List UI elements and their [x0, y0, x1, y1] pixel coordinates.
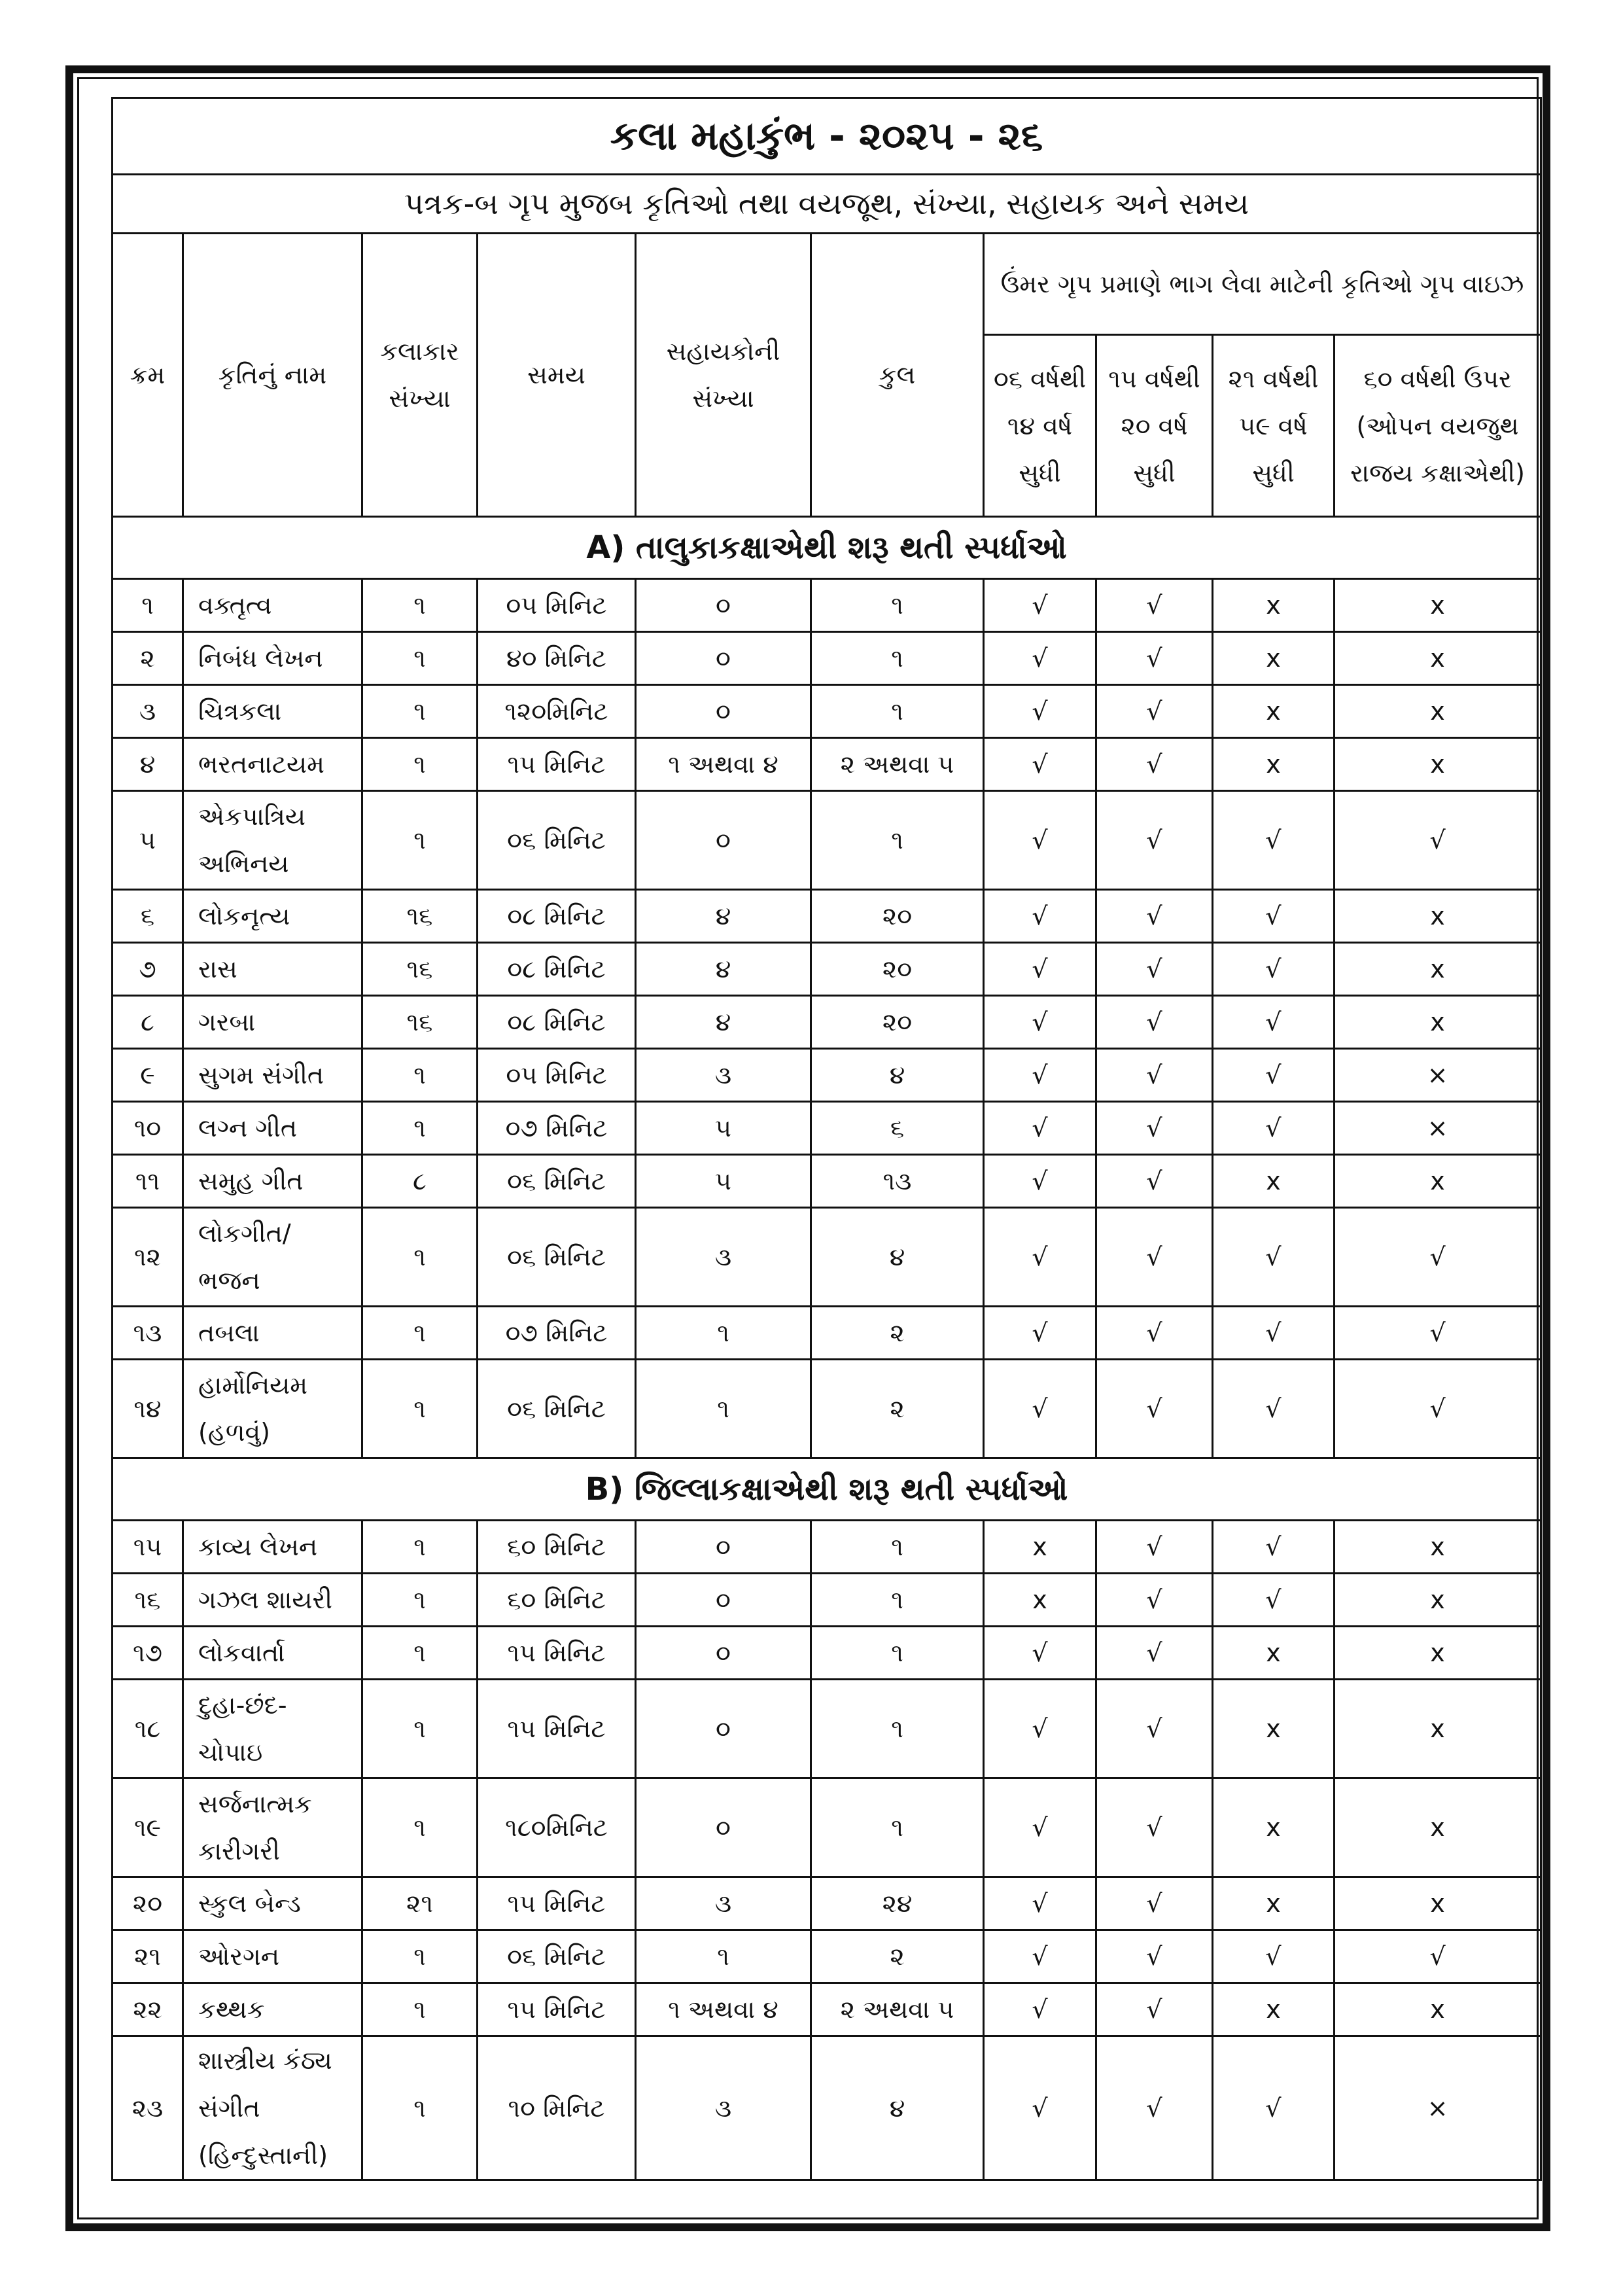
header-total: કુલ: [811, 234, 984, 517]
row-serial: ૧૮: [113, 1680, 183, 1778]
header-age-6-14: ૦૬ વર્ષથી ૧૪ વર્ષ સુધી: [984, 335, 1096, 517]
row-time: ૦૬ મિનિટ: [478, 1208, 636, 1307]
row-age-21-59: x: [1213, 1983, 1335, 2036]
row-age-21-59: x: [1213, 1155, 1335, 1208]
row-name: લગ્ન ગીત: [183, 1102, 362, 1155]
row-age-15-20: √: [1096, 1521, 1213, 1574]
row-artists: ૧: [362, 1307, 478, 1360]
table-row: [113, 1983, 1541, 2036]
row-age-15-20: √: [1096, 738, 1213, 791]
row-serial: ૧૨: [113, 1208, 183, 1307]
row-age-6-14: √: [984, 1680, 1096, 1778]
row-total: ૧: [811, 1778, 984, 1877]
row-helpers: ૩: [636, 1049, 811, 1102]
row-age-6-14: x: [984, 1521, 1096, 1574]
row-age-15-20: √: [1096, 1155, 1213, 1208]
row-total: ૨૦: [811, 943, 984, 996]
row-helpers: ૩: [636, 1877, 811, 1930]
row-helpers: ૫: [636, 1155, 811, 1208]
table-row: [113, 791, 1541, 890]
row-helpers: ૧: [636, 1360, 811, 1458]
row-total: ૪: [811, 1208, 984, 1307]
table-row: [113, 1307, 1541, 1360]
row-total: ૪: [811, 1049, 984, 1102]
row-total: ૪: [811, 2036, 984, 2180]
table-row: [113, 579, 1541, 632]
row-time: ૧૨૦મિનિટ: [478, 685, 636, 738]
row-serial: ૧૫: [113, 1521, 183, 1574]
table-row: [113, 738, 1541, 791]
row-serial: ૨૦: [113, 1877, 183, 1930]
row-age-60-plus: x: [1335, 943, 1541, 996]
row-age-21-59: √: [1213, 1307, 1335, 1360]
row-serial: ૧૬: [113, 1574, 183, 1627]
row-total: ૨૦: [811, 890, 984, 943]
row-time: ૦૬ મિનિટ: [478, 1360, 636, 1458]
row-artists: ૧: [362, 1930, 478, 1983]
row-age-60-plus: x: [1335, 1574, 1541, 1627]
row-age-6-14: √: [984, 579, 1096, 632]
row-helpers: ૪: [636, 943, 811, 996]
row-helpers: ૦: [636, 1574, 811, 1627]
header-age-21-59: ૨૧ વર્ષથી ૫૯ વર્ષ સુધી: [1213, 335, 1335, 517]
row-artists: ૧: [362, 1983, 478, 2036]
row-age-21-59: √: [1213, 1208, 1335, 1307]
row-serial: ૪: [113, 738, 183, 791]
row-age-6-14: x: [984, 1574, 1096, 1627]
table-row: [113, 685, 1541, 738]
row-total: ૨ અથવા ૫: [811, 738, 984, 791]
table-row: [113, 943, 1541, 996]
row-artists: ૧: [362, 1360, 478, 1458]
row-serial: ૧૩: [113, 1307, 183, 1360]
row-time: ૦૮ મિનિટ: [478, 890, 636, 943]
row-time: ૦૬ મિનિટ: [478, 791, 636, 890]
row-age-6-14: √: [984, 2036, 1096, 2180]
row-age-15-20: √: [1096, 2036, 1213, 2180]
row-age-21-59: x: [1213, 579, 1335, 632]
row-serial: ૧૭: [113, 1627, 183, 1680]
row-serial: ૨૧: [113, 1930, 183, 1983]
row-name: ગરબા: [183, 996, 362, 1049]
row-age-21-59: √: [1213, 890, 1335, 943]
row-age-6-14: √: [984, 1102, 1096, 1155]
row-artists: ૧: [362, 791, 478, 890]
table-row: [113, 1574, 1541, 1627]
row-age-15-20: √: [1096, 943, 1213, 996]
row-time: ૧૫ મિનિટ: [478, 1680, 636, 1778]
row-total: ૨ અથવા ૫: [811, 1983, 984, 2036]
table-row: [113, 2036, 1541, 2180]
row-total: ૨: [811, 1930, 984, 1983]
row-age-6-14: √: [984, 1155, 1096, 1208]
row-age-15-20: √: [1096, 1102, 1213, 1155]
row-total: ૨: [811, 1360, 984, 1458]
row-serial: ૫: [113, 791, 183, 890]
row-total: ૧: [811, 1574, 984, 1627]
row-total: ૧૩: [811, 1155, 984, 1208]
row-total: ૧: [811, 1521, 984, 1574]
row-age-6-14: √: [984, 943, 1096, 996]
row-age-60-plus: √: [1335, 1930, 1541, 1983]
row-age-21-59: √: [1213, 1930, 1335, 1983]
row-artists: ૧: [362, 579, 478, 632]
header-age-60-plus: ૬૦ વર્ષથી ઉપર (ઓપન વયજુથ રાજય કક્ષાએથી): [1335, 335, 1541, 517]
row-age-15-20: √: [1096, 1360, 1213, 1458]
header-name: કૃતિનું નામ: [183, 234, 362, 517]
row-helpers: ૦: [636, 1521, 811, 1574]
row-helpers: ૧ અથવા ૪: [636, 1983, 811, 2036]
row-time: ૦૮ મિનિટ: [478, 943, 636, 996]
row-helpers: ૧: [636, 1930, 811, 1983]
row-total: ૧: [811, 579, 984, 632]
row-age-60-plus: x: [1335, 1877, 1541, 1930]
row-age-60-plus: x: [1335, 996, 1541, 1049]
row-time: ૬૦ મિનિટ: [478, 1574, 636, 1627]
row-age-15-20: √: [1096, 685, 1213, 738]
row-helpers: ૧ અથવા ૪: [636, 738, 811, 791]
table-row: [113, 890, 1541, 943]
row-age-21-59: √: [1213, 1521, 1335, 1574]
row-age-15-20: √: [1096, 1574, 1213, 1627]
row-total: ૧: [811, 632, 984, 685]
row-name: ગઝલ શાયરી: [183, 1574, 362, 1627]
row-age-60-plus: x: [1335, 1521, 1541, 1574]
table-row: [113, 1930, 1541, 1983]
row-name: સુગમ સંગીત: [183, 1049, 362, 1102]
row-artists: ૧: [362, 1102, 478, 1155]
row-serial: ૧૯: [113, 1778, 183, 1877]
page-title: કલા મહાકુંભ - ૨૦૨૫ - ૨૬: [113, 98, 1541, 175]
table-row: [113, 1360, 1541, 1458]
row-artists: ૮: [362, 1155, 478, 1208]
row-age-6-14: √: [984, 1208, 1096, 1307]
header-helpers: સહાયકોની સંખ્યા: [636, 234, 811, 517]
header-row-1: [113, 234, 1541, 335]
row-age-15-20: √: [1096, 1983, 1213, 2036]
row-time: ૧૮૦મિનિટ: [478, 1778, 636, 1877]
table-row: [113, 1155, 1541, 1208]
row-time: ૦૫ મિનિટ: [478, 579, 636, 632]
table-row: [113, 1680, 1541, 1778]
row-age-21-59: √: [1213, 1102, 1335, 1155]
row-name: તબલા: [183, 1307, 362, 1360]
row-artists: ૧૬: [362, 943, 478, 996]
row-name: લોકગીત/ ભજન: [183, 1208, 362, 1307]
row-age-15-20: √: [1096, 1680, 1213, 1778]
row-age-21-59: x: [1213, 632, 1335, 685]
row-time: ૧૫ મિનિટ: [478, 1877, 636, 1930]
row-serial: ૭: [113, 943, 183, 996]
row-age-60-plus: x: [1335, 1627, 1541, 1680]
table-row: [113, 996, 1541, 1049]
row-age-6-14: √: [984, 738, 1096, 791]
row-age-21-59: x: [1213, 1680, 1335, 1778]
row-age-15-20: √: [1096, 579, 1213, 632]
row-time: ૦૮ મિનિટ: [478, 996, 636, 1049]
row-artists: ૧: [362, 2036, 478, 2180]
row-total: ૨: [811, 1307, 984, 1360]
row-name: વક્તૃત્વ: [183, 579, 362, 632]
row-serial: ૨: [113, 632, 183, 685]
table-body: [113, 98, 1541, 2180]
row-helpers: ૦: [636, 685, 811, 738]
row-time: ૧૫ મિનિટ: [478, 1983, 636, 2036]
row-total: ૧: [811, 791, 984, 890]
row-age-6-14: √: [984, 1049, 1096, 1102]
row-age-60-plus: x: [1335, 1778, 1541, 1877]
row-name: ઓરગન: [183, 1930, 362, 1983]
table-row: [113, 1521, 1541, 1574]
row-time: ૪૦ મિનિટ: [478, 632, 636, 685]
row-name: સમુહ ગીત: [183, 1155, 362, 1208]
section-row: [113, 517, 1541, 579]
row-total: ૨૪: [811, 1877, 984, 1930]
row-name: દુહા-છંદ- ચોપાઇ: [183, 1680, 362, 1778]
row-age-60-plus: ×: [1335, 1049, 1541, 1102]
row-age-6-14: √: [984, 1627, 1096, 1680]
row-age-21-59: √: [1213, 943, 1335, 996]
table-row: [113, 632, 1541, 685]
row-serial: ૮: [113, 996, 183, 1049]
row-serial: ૧૦: [113, 1102, 183, 1155]
row-artists: ૧: [362, 1778, 478, 1877]
row-age-60-plus: x: [1335, 632, 1541, 685]
row-total: ૨૦: [811, 996, 984, 1049]
row-age-6-14: √: [984, 996, 1096, 1049]
row-name: ભરતનાટયમ: [183, 738, 362, 791]
row-helpers: ૦: [636, 579, 811, 632]
row-serial: ૧૧: [113, 1155, 183, 1208]
header-age-15-20: ૧૫ વર્ષથી ૨૦ વર્ષ સુધી: [1096, 335, 1213, 517]
row-artists: ૧૬: [362, 996, 478, 1049]
row-age-15-20: √: [1096, 1877, 1213, 1930]
table-row: [113, 1877, 1541, 1930]
row-age-15-20: √: [1096, 890, 1213, 943]
row-name: રાસ: [183, 943, 362, 996]
row-helpers: ૪: [636, 890, 811, 943]
row-age-15-20: √: [1096, 996, 1213, 1049]
row-artists: ૧: [362, 1521, 478, 1574]
row-age-6-14: √: [984, 1307, 1096, 1360]
row-artists: ૧: [362, 1208, 478, 1307]
row-serial: ૧૪: [113, 1360, 183, 1458]
row-time: ૧૫ મિનિટ: [478, 738, 636, 791]
row-age-21-59: √: [1213, 791, 1335, 890]
row-serial: ૯: [113, 1049, 183, 1102]
section-row: [113, 1458, 1541, 1521]
header-artists: કલાકાર સંખ્યા: [362, 234, 478, 517]
row-age-6-14: √: [984, 685, 1096, 738]
row-time: ૦૬ મિનિટ: [478, 1155, 636, 1208]
row-helpers: ૦: [636, 1680, 811, 1778]
row-name: સર્જનાત્મક કારીગરી: [183, 1778, 362, 1877]
section-title: B) જિલ્લાકક્ષાએથી શરૂ થતી સ્પર્ધાઓ: [113, 1458, 1541, 1521]
row-serial: ૨૩: [113, 2036, 183, 2180]
row-age-15-20: √: [1096, 632, 1213, 685]
row-age-15-20: √: [1096, 1049, 1213, 1102]
row-age-60-plus: x: [1335, 1983, 1541, 2036]
row-age-21-59: x: [1213, 1778, 1335, 1877]
row-age-21-59: x: [1213, 1877, 1335, 1930]
row-total: ૧: [811, 1680, 984, 1778]
row-age-60-plus: √: [1335, 1307, 1541, 1360]
row-time: ૦૭ મિનિટ: [478, 1307, 636, 1360]
row-age-60-plus: x: [1335, 738, 1541, 791]
row-time: ૧૫ મિનિટ: [478, 1627, 636, 1680]
row-age-15-20: √: [1096, 1627, 1213, 1680]
row-age-21-59: √: [1213, 1574, 1335, 1627]
row-helpers: ૩: [636, 1208, 811, 1307]
row-helpers: ૧: [636, 1307, 811, 1360]
row-time: ૦૬ મિનિટ: [478, 1930, 636, 1983]
row-age-15-20: √: [1096, 1208, 1213, 1307]
row-name: ચિત્રકલા: [183, 685, 362, 738]
table-row: [113, 1102, 1541, 1155]
subtitle-row: [113, 175, 1541, 234]
row-age-6-14: √: [984, 1360, 1096, 1458]
row-age-60-plus: x: [1335, 890, 1541, 943]
row-artists: ૧: [362, 685, 478, 738]
row-helpers: ૪: [636, 996, 811, 1049]
row-time: ૧૦ મિનિટ: [478, 2036, 636, 2180]
row-age-15-20: √: [1096, 791, 1213, 890]
row-age-6-14: √: [984, 1877, 1096, 1930]
competition-table: [111, 97, 1542, 2181]
row-serial: ૬: [113, 890, 183, 943]
row-age-60-plus: x: [1335, 1155, 1541, 1208]
row-name: કાવ્ય લેખન: [183, 1521, 362, 1574]
row-age-15-20: √: [1096, 1930, 1213, 1983]
row-artists: ૧: [362, 632, 478, 685]
row-age-15-20: √: [1096, 1778, 1213, 1877]
row-age-21-59: x: [1213, 685, 1335, 738]
row-age-60-plus: x: [1335, 1680, 1541, 1778]
header-age-group-title: ઉંમર ગૃપ પ્રમાણે ભાગ લેવા માટેની કૃતિઓ ગૃપ વાઇઝ: [984, 234, 1541, 335]
row-age-6-14: √: [984, 1983, 1096, 2036]
page-subtitle: પત્રક-બ ગૃપ મુજબ કૃતિઓ તથા વયજૂથ, સંખ્યા, સહાયક અને સમય: [113, 175, 1541, 234]
row-artists: ૧: [362, 1574, 478, 1627]
row-artists: ૧: [362, 738, 478, 791]
row-helpers: ૩: [636, 2036, 811, 2180]
row-total: ૧: [811, 1627, 984, 1680]
header-serial: ક્રમ: [113, 234, 183, 517]
row-name: એકપાત્રિય અભિનય: [183, 791, 362, 890]
row-helpers: ૫: [636, 1102, 811, 1155]
row-name: હાર્મોનિયમ (હળવું): [183, 1360, 362, 1458]
table-row: [113, 1208, 1541, 1307]
section-title: A) તાલુકાકક્ષાએથી શરૂ થતી સ્પર્ધાઓ: [113, 517, 1541, 579]
row-serial: ૨૨: [113, 1983, 183, 2036]
row-helpers: ૦: [636, 632, 811, 685]
row-artists: ૧: [362, 1680, 478, 1778]
row-age-21-59: √: [1213, 996, 1335, 1049]
row-age-21-59: √: [1213, 2036, 1335, 2180]
row-total: ૬: [811, 1102, 984, 1155]
row-age-6-14: √: [984, 791, 1096, 890]
row-age-60-plus: ×: [1335, 1102, 1541, 1155]
row-age-60-plus: x: [1335, 579, 1541, 632]
row-helpers: ૦: [636, 1627, 811, 1680]
row-name: લોકવાર્તા: [183, 1627, 362, 1680]
row-artists: ૧: [362, 1627, 478, 1680]
row-time: ૦૭ મિનિટ: [478, 1102, 636, 1155]
row-name: નિબંધ લેખન: [183, 632, 362, 685]
row-age-21-59: √: [1213, 1049, 1335, 1102]
row-serial: ૧: [113, 579, 183, 632]
row-artists: ૧: [362, 1049, 478, 1102]
row-time: ૬૦ મિનિટ: [478, 1521, 636, 1574]
row-age-60-plus: ×: [1335, 2036, 1541, 2180]
table-row: [113, 1627, 1541, 1680]
title-row: [113, 98, 1541, 175]
row-age-21-59: x: [1213, 738, 1335, 791]
row-age-60-plus: x: [1335, 685, 1541, 738]
row-time: ૦૫ મિનિટ: [478, 1049, 636, 1102]
row-artists: ૨૧: [362, 1877, 478, 1930]
header-time: સમય: [478, 234, 636, 517]
row-age-6-14: √: [984, 1930, 1096, 1983]
row-helpers: ૦: [636, 1778, 811, 1877]
row-total: ૧: [811, 685, 984, 738]
row-age-21-59: x: [1213, 1627, 1335, 1680]
row-serial: ૩: [113, 685, 183, 738]
row-age-60-plus: √: [1335, 1208, 1541, 1307]
row-age-6-14: √: [984, 632, 1096, 685]
row-age-6-14: √: [984, 890, 1096, 943]
row-name: કથ્થક: [183, 1983, 362, 2036]
row-name: સ્કુલ બેન્ડ: [183, 1877, 362, 1930]
row-helpers: ૦: [636, 791, 811, 890]
row-age-60-plus: √: [1335, 791, 1541, 890]
table-row: [113, 1049, 1541, 1102]
table-row: [113, 1778, 1541, 1877]
row-name: શાસ્ત્રીય કંઠ્ય સંગીત (હિન્દુસ્તાની): [183, 2036, 362, 2180]
row-artists: ૧૬: [362, 890, 478, 943]
row-age-15-20: √: [1096, 1307, 1213, 1360]
row-age-6-14: √: [984, 1778, 1096, 1877]
row-age-60-plus: √: [1335, 1360, 1541, 1458]
row-name: લોકનૃત્ય: [183, 890, 362, 943]
row-age-21-59: √: [1213, 1360, 1335, 1458]
